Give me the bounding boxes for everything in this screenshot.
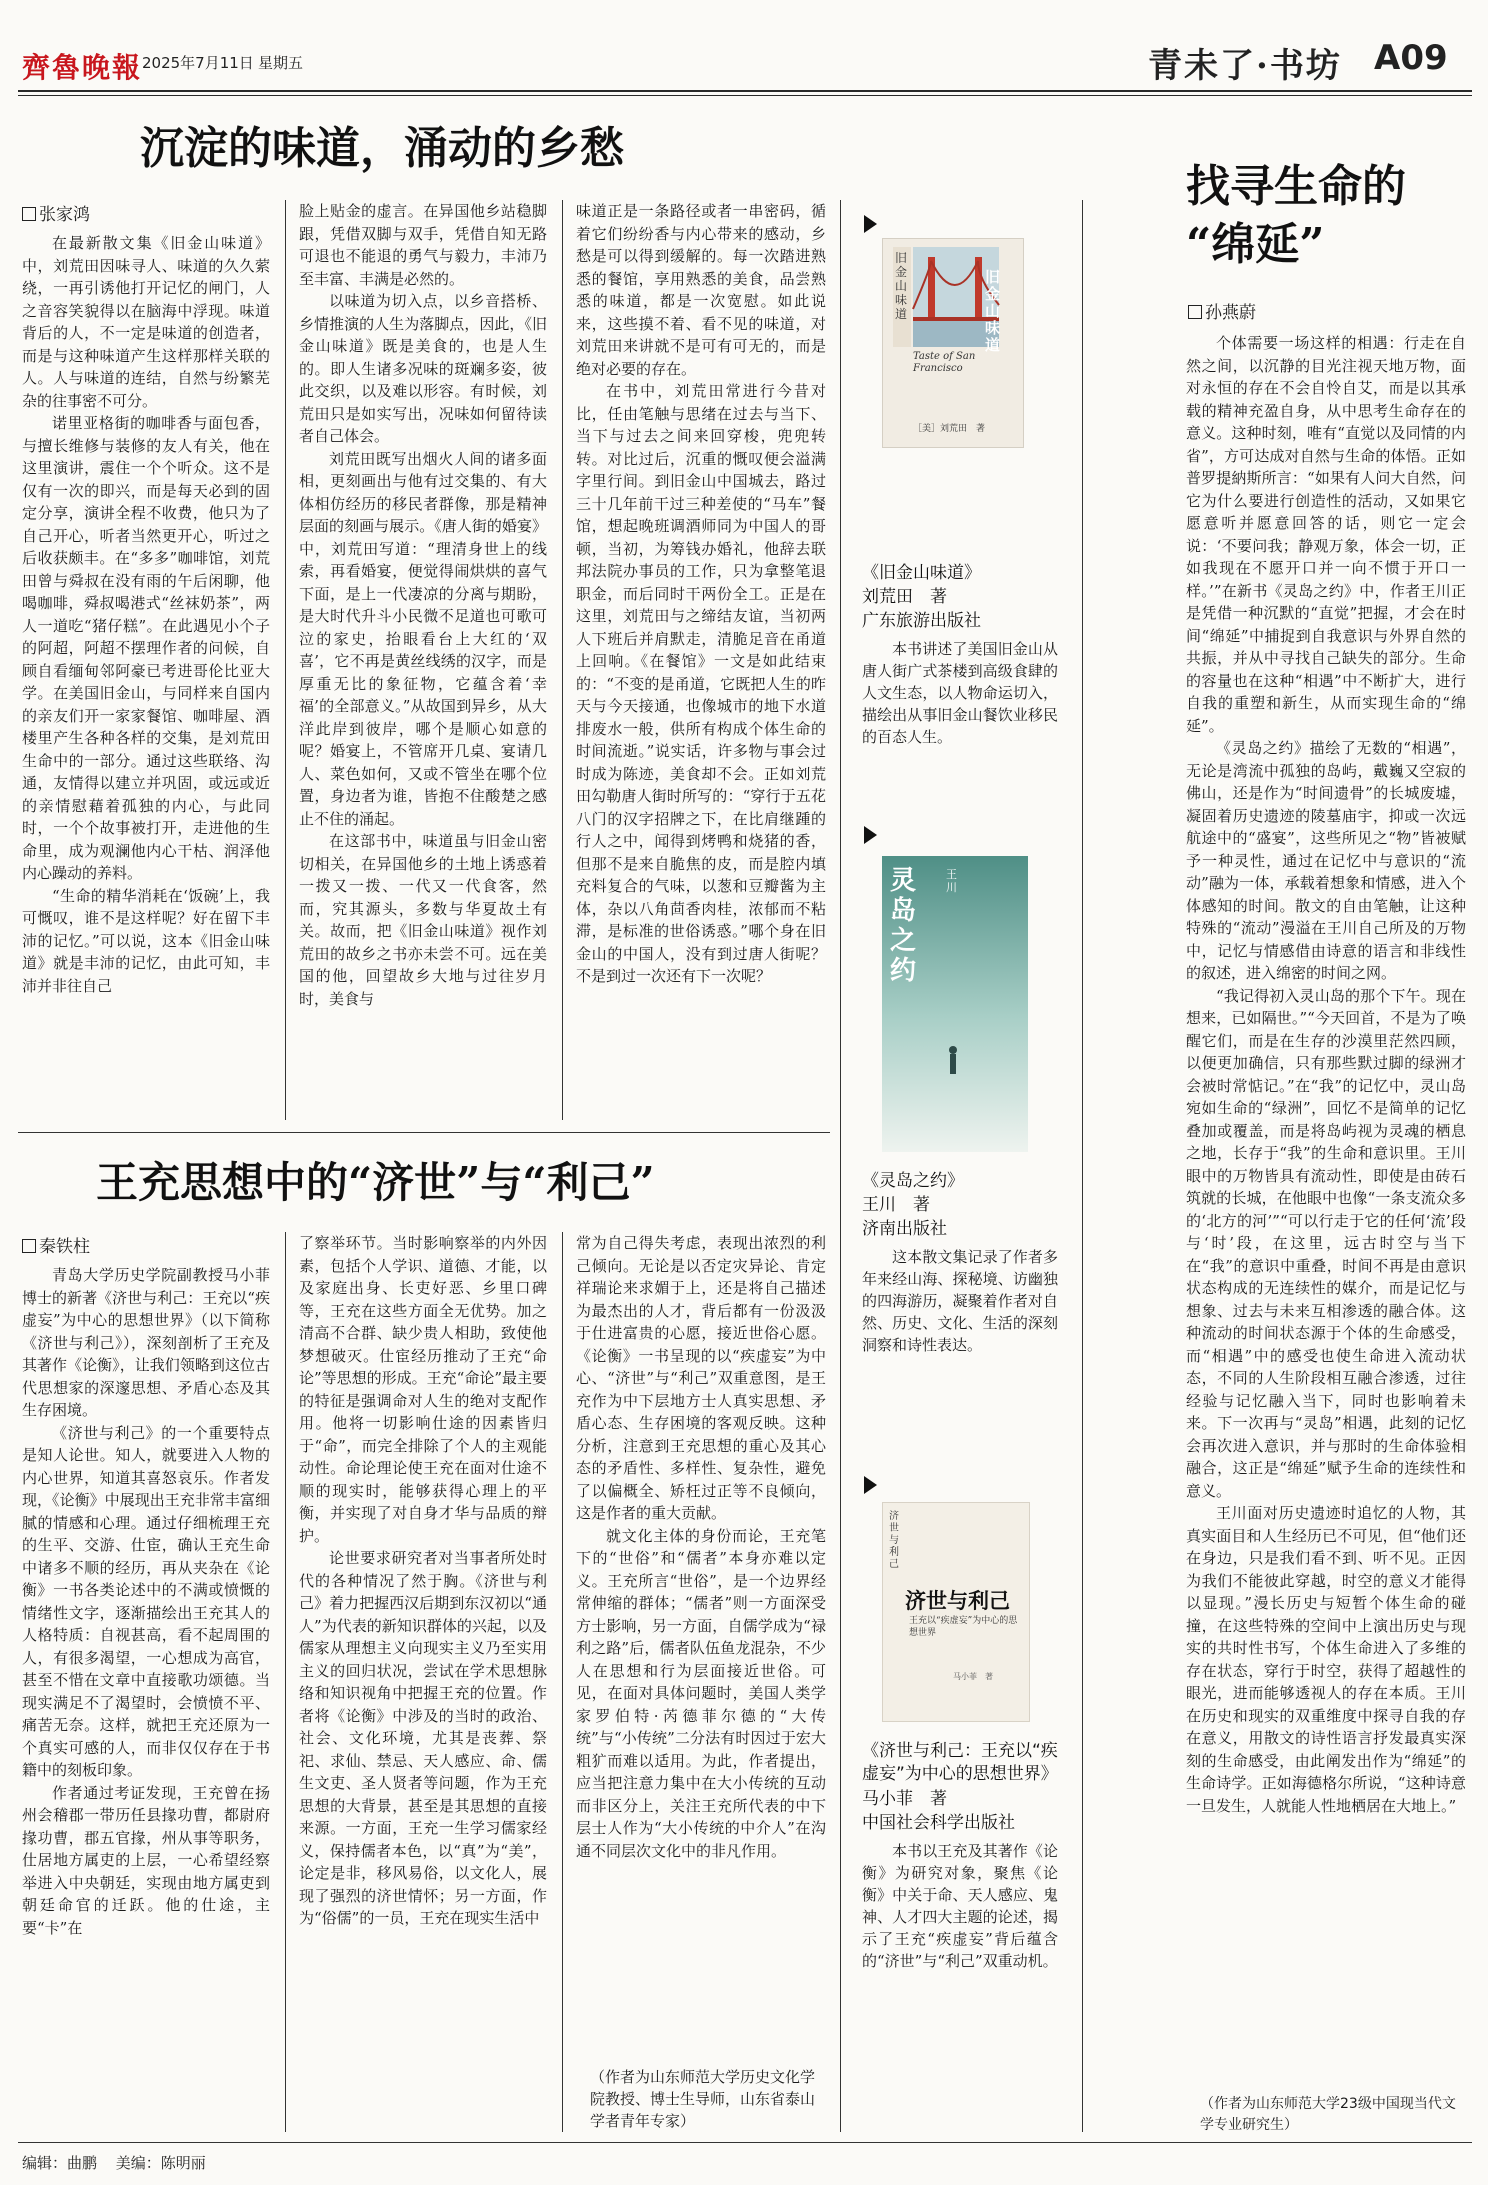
byline-box-icon: [1188, 305, 1202, 319]
footer-editor: 编辑：曲鹏: [22, 2154, 98, 2172]
paragraph: 脸上贴金的虚言。在异国他乡站稳脚跟，凭借双脚与双手，凭借自知无路可退也不能退的勇气与毅力，丰沛乃至丰富、丰满是必然的。: [299, 202, 547, 288]
footer-designer: 美编：陈明丽: [115, 2154, 206, 2172]
issue-date: 2025年7月11日: [142, 54, 254, 72]
book2-author: 王川 著: [862, 1195, 930, 1215]
article1-column-3: [576, 200, 826, 1120]
book-cover-author: 王川: [946, 868, 957, 894]
book-cover-subtitle: 王充以“疾虚妄”为中心的思想世界: [909, 1616, 1018, 1638]
book-cover-jinshan: [882, 238, 1024, 448]
page-number: A09: [1374, 38, 1448, 78]
paragraph: 论世要求研究者对当事者所处时代的各种情况了然于胸。《济世与利己》着力把握西汉后期到东汉初以“通人”为代表的新知识群体的兴起，以及儒家从理想主义向现实主义乃至实用主义的回归状况，尝试在学术思想脉络和知识视角中把握王充的位置。作者将《论衡》中涉及的当时的政治、社会、文化环境，尤其是丧葬、祭祀、求仙、禁忌、天人感应、命、儒生文吏、圣人贤者等问题，作为王充思想的大背景，甚至是其思想的直接来源。一方面，王充一生学习儒家经义，保持儒者本色，以“真”为“美”，论定是非，移风易俗，以文化人，展现了强烈的济世情怀；另一方面，作为“俗儒”的一员，王充在现实生活中: [299, 1549, 547, 1927]
paragraph: 《济世与利己》的一个重要特点是知人论世。知人，就要进入人物的内心世界，知道其喜怒哀乐。作者发现，《论衡》中展现出王充非常丰富细腻的情感和心理。通过仔细梳理王充的生平、交游、仕宦，确认王充生命中诸多不顺的经历，再从夹杂在《论衡》一书各类论述中的不满或愤慨的情绪性文字，逐渐描绘出王充其人的人格特质：自视甚高，看不起周围的人，有很多渴望，一心想成为高官，甚至不惜在文章中直接歌功颂德。当现实满足不了渴望时，会愤愤不平、痛苦无奈。这样，就把王充还原为一个真实可感的人，而非仅仅存在于书籍中的刻板印象。: [22, 1423, 270, 1779]
header-rule-thin: [18, 95, 1472, 96]
issue-weekday: 星期五: [258, 54, 304, 72]
article1-byline: [22, 200, 90, 225]
play-marker-icon: [864, 826, 877, 844]
book-cover-main-title: 灵岛之约: [890, 866, 917, 986]
section-divider: [1082, 200, 1083, 2132]
article2-column-1: [22, 1264, 270, 2130]
book-cover-author: ［美］刘荒田 著: [913, 424, 986, 434]
book3-publisher: 中国社会科学出版社: [862, 1813, 1015, 1833]
book1-author: 刘荒田 著: [862, 587, 947, 607]
paragraph: 常为自己得失考虑，表现出浓烈的利己倾向。无论是以否定灾异论、肯定祥瑞论来求媚于上，还是将自己描述为最杰出的人才，背后都有一份汲汲于仕进富贵的心愿，接近世俗心愿。《论衡》一书呈现的以“疾虚妄”为中心、“济世”与“利己”双重意图，是王充作为中下层地方士人真实思想、矛盾心态、生存困境的客观反映。这种分析，注意到王充思想的重心及其心态的矛盾性、多样性、复杂性，避免了以偏概全、矫枉过正等不良倾向，这是作者的重大贡献。: [576, 1234, 826, 1522]
article3-title-line2: “绵延”: [1186, 219, 1325, 270]
paragraph: 在最新散文集《旧金山味道》中，刘荒田因味寻人、味道的久久萦绕，一再引诱他打开记忆的闸门，人之音容笑貌得以在脑海中浮现。味道背后的人，不一定是味道的创造者，而是与这种味道产生这样那样关联的人。人与味道的连结，自然与纷繁芜杂的往事密不可分。: [22, 234, 270, 410]
paragraph: 个体需要一场这样的相遇：行走在自然之间，以沉静的目光注视天地万物，面对永恒的存在不会自怜自艾，而是以其承载的精神充盈自身，从中思考生命存在的意义。这种时刻，唯有“直觉以及同情的内省”，方可达成对自然与生命的体悟。正如普罗提納斯所言：“如果有人问大自然，问它为什么要进行创造性的活动，又如果它愿意听并愿意回答的话，则它一定会说：‘不要问我；静观万象，体会一切，正如我现在不愿开口并一向不惯于开口一样。’”在新书《灵岛之约》中，作者王川正是凭借一种沉默的“直觉”把握，才会在时间“绵延”中捕捉到自我意识与外界自然的共振，并从中寻找自己缺失的部分。生命的容量也在这种“相遇”中不断扩大，进行自我的重塑和新生，从而实现生命的“绵延”。: [1186, 334, 1466, 735]
header-rule: [18, 90, 1472, 92]
article3-column: [1186, 332, 1466, 2092]
book-cover-spine-title: 济世与利己: [889, 1511, 899, 1570]
paragraph: 王川面对历史遗迹时追忆的人物，其真实面目和人生经历已不可见，但“他们还在身边，只是我们看不到、听不见。正因为我们不能彼此穿越，时空的意义才能得以显现。”漫长历史与短暂个体生命的碰撞，在这些特殊的空间中上演出历史与现实的共时性书写，个体生命进入了多维的存在状态，穿行于时空，获得了超越性的眼光，进而能够透视人的存在本质。王川在历史和现实的双重维度中探寻自我的存在意义，用散文的诗性语言抒发最真实深刻的生命感受，由此阐发出作为“绵延”的生命诗学。正如海德格尔所说，“这种诗意一旦发生，人就能人性地栖居在大地上。”: [1186, 1504, 1466, 1815]
book2-publisher: 济南出版社: [862, 1219, 947, 1239]
paragraph: 在这部书中，味道虽与旧金山密切相关，在异国他乡的土地上诱惑着一拨又一拨、一代又一代食客，然而，究其源头，多数与华夏故土有关。故而，把《旧金山味道》视作刘荒田的故乡之书亦未尝不可。远在美国的他，回望故乡大地与过往岁月时，美食与: [299, 832, 547, 1008]
book-cover-main-title: 旧金山味道: [985, 268, 1001, 354]
article2-author-credit: （作者为山东师范大学历史文化学院教授、博士生导师，山东省泰山学者青年专家）: [590, 2068, 816, 2130]
book3-description: 本书以王充及其著作《论衡》为研究对象，聚焦《论衡》中关于命、天人感应、鬼神、人才四大主题的论述，揭示了王充“疾虚妄”背后蕴含的“济世”与“利己”双重动机。: [862, 1842, 1058, 1970]
article1-column-1: [22, 232, 270, 1122]
book1-title: 《旧金山味道》: [862, 563, 981, 583]
paragraph: 以味道为切入点，以乡音搭桥、乡情推演的人生为落脚点，因此，《旧金山味道》既是美食的，也是人生的。即人生诸多况味的斑斓多姿，彼此交织，以及难以形容。有时候，刘荒田只是如实写出，况味如何留待读者自己体会。: [299, 292, 547, 445]
byline-box-icon: [22, 1239, 36, 1253]
column-divider: [562, 1232, 563, 2132]
book-cover-lingdao: [882, 856, 1028, 1152]
article3-title-line1: 找寻生命的: [1186, 161, 1406, 212]
column-divider: [285, 200, 286, 1120]
book-cover-jishi: [882, 1502, 1030, 1722]
paragraph: 《灵岛之约》描绘了无数的“相遇”，无论是湾流中孤独的岛屿，戴巍又空寂的佛山，还是作为“时间遗骨”的长城废墟，凝固着历史遗迹的陵墓庙宇，抑或一次远航途中的“盛宴”，这些所见之“物”皆被赋予一种灵性，通过在记忆中与意识的“流动”融为一体，承载着想象和情感，进入个体感知的时间。散文的自由笔触，让这种特殊的“流动”漫溢在王川自己所及的万物中，记忆与情感借由诗意的语言和非线性的叙述，进入绵密的时间之网。: [1186, 739, 1466, 982]
article1-author: 张家鸿: [39, 205, 90, 225]
play-marker-icon: [864, 1476, 877, 1494]
paragraph: 诺里亚格街的咖啡香与面包香，与擅长维修与装修的友人有关，他在这里演讲，震住一个个听众。这不是仅有一次的即兴，而是每天必到的固定分享，演讲全程不收费，他只为了自己开心，听者当然更开心，听过之后收获颇丰。在“多多”咖啡馆，刘荒田曾与舜叔在没有雨的午后闲聊，他喝咖啡，舜叔喝港式“丝袜奶茶”，两人一道吃“猪仔糕”。在此遇见小个子的阿超，阿超不摆理作者的问候，自顾自看缅甸邻阿豪已考进哥伦比亚大学。在美国旧金山，与同样来自国内的亲友们开一家家餐馆、咖啡屋、酒楼里产生各种各样的交集，是刘荒田生命中的一部分。通过这些联络、沟通，友情得以建立并巩固，或远或近的亲情慰藉着孤独的内心，与此同时，一个个故事被打开，走进他的生命里，成为观澜他内心干枯、润泽他内心躁动的养料。: [22, 414, 270, 882]
book3-author: 马小菲 著: [862, 1789, 947, 1809]
footer-rule: [18, 2142, 1472, 2143]
paragraph: 了察举环节。当时影响察举的内外因素，包括个人学识、道德、才能，以及家庭出身、长吏好恶、乡里口碑等，王充在这些方面全无优势。加之清高不合群、缺少贵人相助，致使他梦想破灭。仕宦经历推动了王充“命论”等思想的形成。王充“命论”最主要的特征是强调命对人生的绝对支配作用。他将一切影响仕途的因素皆归于“命”，而完全排除了个人的主观能动性。命论理论使王充在面对仕途不顺的现实时，能够获得心理上的平衡，并实现了对自身才华与品质的辩护。: [299, 1234, 547, 1545]
column-divider: [285, 1232, 286, 2132]
book2-description: 这本散文集记录了作者多年来经山海、探秘境、访幽独的四海游历，凝聚着作者对自然、历史、文化、生活的深刻洞察和诗性表达。: [862, 1248, 1058, 1354]
column-divider: [562, 200, 563, 1120]
paragraph: 就文化主体的身份而论，王充笔下的“世俗”和“儒者”本身亦难以定义。王充所言“世俗”，是一个边界经常伸缩的群体；“儒者”则一方面深受方士影响，另一方面，自儒学成为“禄利之路”后，儒者队伍鱼龙混杂，不少人在思想和行为层面接近世俗。可见，在面对具体问题时，美国人类学家罗伯特·芮德菲尔德的“大传统”与“小传统”二分法有时因过于宏大粗犷而难以适用。为此，作者提出，应当把注意力集中在大小传统的互动而非区分上，关注王充所代表的中下层士人作为“大小传统的中介人”在沟通不同层次文化中的非凡作用。: [576, 1526, 826, 1860]
book2-title: 《灵岛之约》: [862, 1171, 964, 1191]
book-cover-subtitle: Taste of San Francisco: [913, 351, 976, 374]
paragraph: “生命的精华消耗在‘饭碗’上，我可慨叹，谁不是这样呢？好在留下丰沛的记忆。”可以说，这本《旧金山味道》就是丰沛的记忆，由此可知，丰沛并非往自己: [22, 886, 270, 995]
article2-column-2: [299, 1232, 547, 2130]
book1-publisher: 广东旅游出版社: [862, 611, 981, 631]
play-marker-icon: [864, 215, 877, 233]
book1-description: 本书讲述了美国旧金山从唐人街广式茶楼到高级食肆的人文生态，以人物命运切入，描绘出从事旧金山餐饮业移民的百态人生。: [862, 640, 1058, 746]
article2-column-3: [576, 1232, 826, 2062]
newspaper-logo: 齊魯晚報: [22, 51, 143, 84]
book-cover-main-title: 济世与利己: [905, 1588, 1010, 1613]
footer-credits: [22, 2152, 206, 2173]
byline-box-icon: [22, 207, 36, 221]
book-cover-spine-title: 旧金山味道: [895, 251, 908, 321]
article2-author: 秦铁柱: [39, 1237, 90, 1257]
book3-title: 《济世与利己：王充以“疾虚妄”为中心的思想世界》: [862, 1741, 1058, 1784]
article3-byline: [1188, 298, 1256, 323]
article-separator: [18, 1132, 830, 1133]
paragraph: “我记得初入灵山岛的那个下午。现在想来，已如隔世。”“今天回首，不是为了唤醒它们，而是在生存的沙漠里茫然四顾，以便更加确信，只有那些默过脚的绿洲才会被时常惦记。”在“我”的记忆中，灵山岛宛如生命的“绿洲”，回忆不是简单的记忆叠加或覆盖，而是将岛屿视为灵魂的栖息之地，长存于“我”的生命和意识里。王川眼中的万物皆具有流动性，即使是由砖石筑就的长城，在他眼中也像“一条支流众多的‘北方的河’”“可以行走于它的任何‘流’段与‘时’段，在这里，远古时空与当下在“我”的意识中重叠，时间不再是由意识状态构成的无连续性的媒介，而是记忆与想象、过去与未来互相渗透的融合体。这种流动的时间状态源于个体的生命感受，而“相遇”中的感受也使生命进入流动状态，不同的人生阶段相互融合渗透，过往经验与记忆融入当下，同时也影响着未来。下一次再与“灵岛”相遇，此刻的记忆会再次进入意识，并与那时的生命体验相融合，这正是“绵延”赋予生命的连续性和意义。: [1186, 986, 1466, 1500]
paragraph: 作者通过考证发现，王充曾在扬州会稽郡一带历任县掾功曹，都尉府掾功曹，郡五官掾，州从事等职务，仕居地方属吏的上层，一心希望经察举进入中央朝廷，实现由地方属吏到朝廷命官的迁跃。他的仕途，主要“卡”在: [22, 1783, 270, 1937]
book-cover-author: 马小菲 著: [953, 1672, 993, 1681]
article1-title: 沉淀的味道，涌动的乡愁: [140, 123, 624, 174]
paragraph: 在书中，刘荒田常进行今昔对比，任由笔触与思绪在过去与当下、当下与过去之间来回穿梭，兜兜转转。对比过后，沉重的慨叹便会溢满字里行间。到旧金山中国城去，路过三十几年前干过三种差使的“马车”餐馆，想起晚班调酒师同为中国人的哥顿，当初，为筹钱办婚礼，他辞去联邦法院办事员的工作，只为拿整笔退职金，而后同时干两份全工。正是在这里，刘荒田与之缔结友谊，当初两人下班后并肩默走，清脆足音在甬道上回响。《在餐馆》一文是如此结束的：“不变的是甬道，它既把人生的昨天与今天接通，也像城市的地下水道排废水一般，供所有构成个体生命的时间流逝。”说实话，许多物与事会过时成为陈迹，美食却不会。正如刘荒田勾勒唐人街时所写的：“穿行于五花八门的汉字招牌之下，在比肩继踵的行人之中，闻得到烤鸭和烧猪的香，但那不是来自脆焦的皮，而是腔内填充料复合的气味，以葱和豆瓣酱为主体，杂以八角茴香肉桂，浓郁而不粘滞，是标准的世俗诱惑。”哪个身在旧金山的中国人，没有到过唐人街呢？不是到过一次还有下一次呢？: [576, 382, 826, 985]
paragraph: 味道正是一条路径或者一串密码，循着它们纷纷香与内心带来的感动，乡愁是可以得到缓解的。每一次踏进熟悉的餐馆，享用熟悉的美食，品尝熟悉的味道，都是一次宽慰。如此说来，这些摸不着、看不见的味道，对刘荒田来讲就不是可有可无的，而是绝对必要的存在。: [576, 202, 826, 378]
section-name: 青未了·书坊: [1148, 46, 1342, 86]
section-divider: [840, 200, 841, 2132]
article1-column-2: [299, 200, 547, 1120]
paragraph: 刘荒田既写出烟火人间的诸多面相，更刻画出与他有过交集的、有大体相仿经历的移民者群像，那是精神层面的刻画与展示。《唐人街的婚宴》中，刘荒田写道：“理清身世上的线索，再看婚宴，便觉得闹烘烘的喜气下面，是上一代凄凉的分离与期盼，是大时代升斗小民微不足道也可歌可泣的家史，抬眼看台上大红的‘双喜’，它不再是黄丝线绣的汉字，而是厚重无比的象征物，它蕴含着‘幸福’的全部意义。”从故国到异乡，从大洋此岸到彼岸，哪个是顺心如意的呢？婚宴上，不管席开几桌、宴请几人、菜色如何，又或不管坐在哪个位置，身边者为谁，皆抱不住酸楚之感止不住的涌起。: [299, 449, 547, 828]
article2-byline: [22, 1232, 90, 1257]
article2-title: 王充思想中的“济世”与“利己”: [96, 1158, 655, 1207]
paragraph: 青岛大学历史学院副教授马小菲博士的新著《济世与利己：王充以“疾虚妄”为中心的思想世界》（以下简称《济世与利己》），深刻剖析了王充及其著作《论衡》，让我们领略到这位古代思想家的深邃思想、矛盾心态及其生存困境。: [22, 1266, 270, 1419]
article3-author-credit: （作者为山东师范大学23级中国现当代文学专业研究生）: [1200, 2096, 1456, 2133]
article3-author: 孙燕蔚: [1205, 303, 1256, 323]
